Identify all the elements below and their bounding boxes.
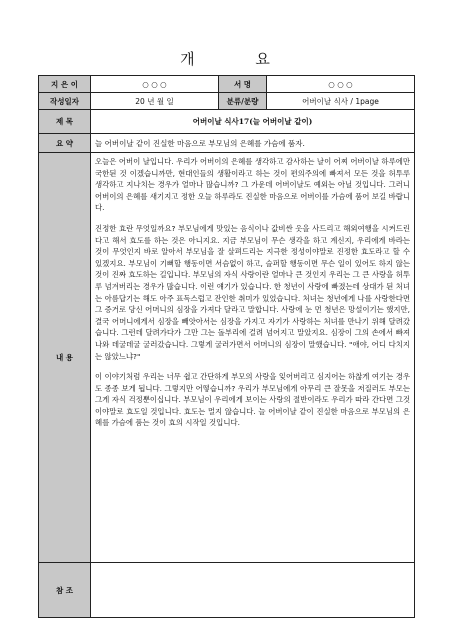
author-label: 지 은 이 xyxy=(39,76,91,93)
date-row xyxy=(39,93,415,110)
summary-value: 늘 어버이날 같이 진실한 마음으로 부모님의 은혜를 가슴에 품자. xyxy=(91,134,415,153)
subject-row xyxy=(39,110,415,134)
author-row xyxy=(39,76,415,93)
summary-label: 요 약 xyxy=(39,134,91,153)
classification-label: 분류/분량 xyxy=(219,93,267,110)
subject-label: 제 목 xyxy=(39,110,91,134)
content-paragraph: 이 이야기처럼 우리는 너무 쉽고 간단하게 부모의 사랑을 잊어버리고 심지어는 하찮게 여기는 경우도 종종 보게 됩니다. 그렇지만 어떻습니까? 우리가 부모님에게 아무리 큰 잘못을 저질러도 부모는 그게 자식 걱정뿐이십니다. 부모님이 우리에게 보이는 사랑의 절반이라도 우리가 따라 간다면 그것이야말로 효도일 것입니다. 효도는 멀지 않습니다. 늘 어버이날 같이 진실한 마음으로 부모님의 은혜를 가슴에 품는 것이 효의 시작일 것입니다. xyxy=(95,372,410,428)
reference-value xyxy=(91,563,415,618)
book-title-value: ○ ○ ○ xyxy=(267,76,415,93)
author-value: ○ ○ ○ xyxy=(91,76,219,93)
overview-form-table xyxy=(38,75,415,618)
content-paragraph: 오늘은 어버이 날입니다. 우리가 어버이의 은혜를 생각하고 감사하는 날이 어찌 어버이날 하루에만 국한된 것 이겠습니까만, 현대인들의 생활이라고 하는 것이 편의주의에 빠져서 모든 것을 허투루 생각하고 지나치는 경우가 얼마나 많습니까? 그 가운데 어버이날도 예외는 아닐 것입니다. 그러니 어버이의 은혜를 새기지고 정한 오늘 하루라도 진실한 마음으로 어버이를 가슴에 품어 보길 바랍니다. xyxy=(95,157,410,213)
book-title-label: 서 명 xyxy=(219,76,267,93)
date-value: 20 년 월 일 xyxy=(91,93,219,110)
subject-value: 어버이날 식사17(늘 어버이날 같이) xyxy=(91,110,415,134)
content-row xyxy=(39,153,415,563)
page-title: 개 요 xyxy=(180,50,298,68)
classification-value: 어버이날 식사 / 1page xyxy=(267,93,415,110)
content-label: 내 용 xyxy=(39,153,91,563)
content-paragraph: 진정한 효란 무엇일까요? 부모님에게 맛있는 음식이나 값비싼 옷을 사드리고 해외여행을 시켜드린다고 해서 효도를 하는 것은 아니지요. 지금 부모님이 무슨 생각을 하고 계신지, 우리에게 바라는 것이 무엇인지 바로 알아서 부모님을 잘 살펴드리는 지극한 정성이야말로 진정한 효도라고 할 수 있겠지요. 부모님이 기뻐할 행동이면 서슴없이 하고, 슬퍼할 행동이면 무슨 일이 있어도 하지 않는 것이 진짜 효도하는 길입니다. 부모님의 자식 사랑이란 얼마나 큰 것인지 우리는 그 큰 사랑을 허투루 넘겨버리는 경우가 많습니다. 이런 얘기가 있습니다. 한 청년이 사랑에 빠졌는데 상대가 된 처녀는 아름답기는 해도 아주 표독스럽고 잔인한 취미가 있었습니다. 처녀는 청년에게 나를 사랑한다면 그 증거로 당신 어머니의 심장을 가져다 달라고 말합니다. 사랑에 눈 먼 청년은 망설이기는 했지만, 결국 어머니에게서 심장을 빼앗아서는 심장을 가지고 자기가 사랑하는 처녀를 만나기 위해 달려갔습니다. 그런데 달려가다가 그만 그는 돌부리에 걸려 넘어지고 말았지요. 심장이 그의 손에서 빠져나와 데굴데굴 굴러갔습니다. 그렇게 굴러가면서 어머니의 심장이 말했습니다. "애야, 어디 다치지는 않았느냐?" xyxy=(95,223,410,361)
date-label: 작성일자 xyxy=(39,93,91,110)
reference-label: 참 조 xyxy=(39,563,91,618)
content-body xyxy=(91,153,415,563)
reference-row xyxy=(39,563,415,618)
summary-row xyxy=(39,134,415,153)
